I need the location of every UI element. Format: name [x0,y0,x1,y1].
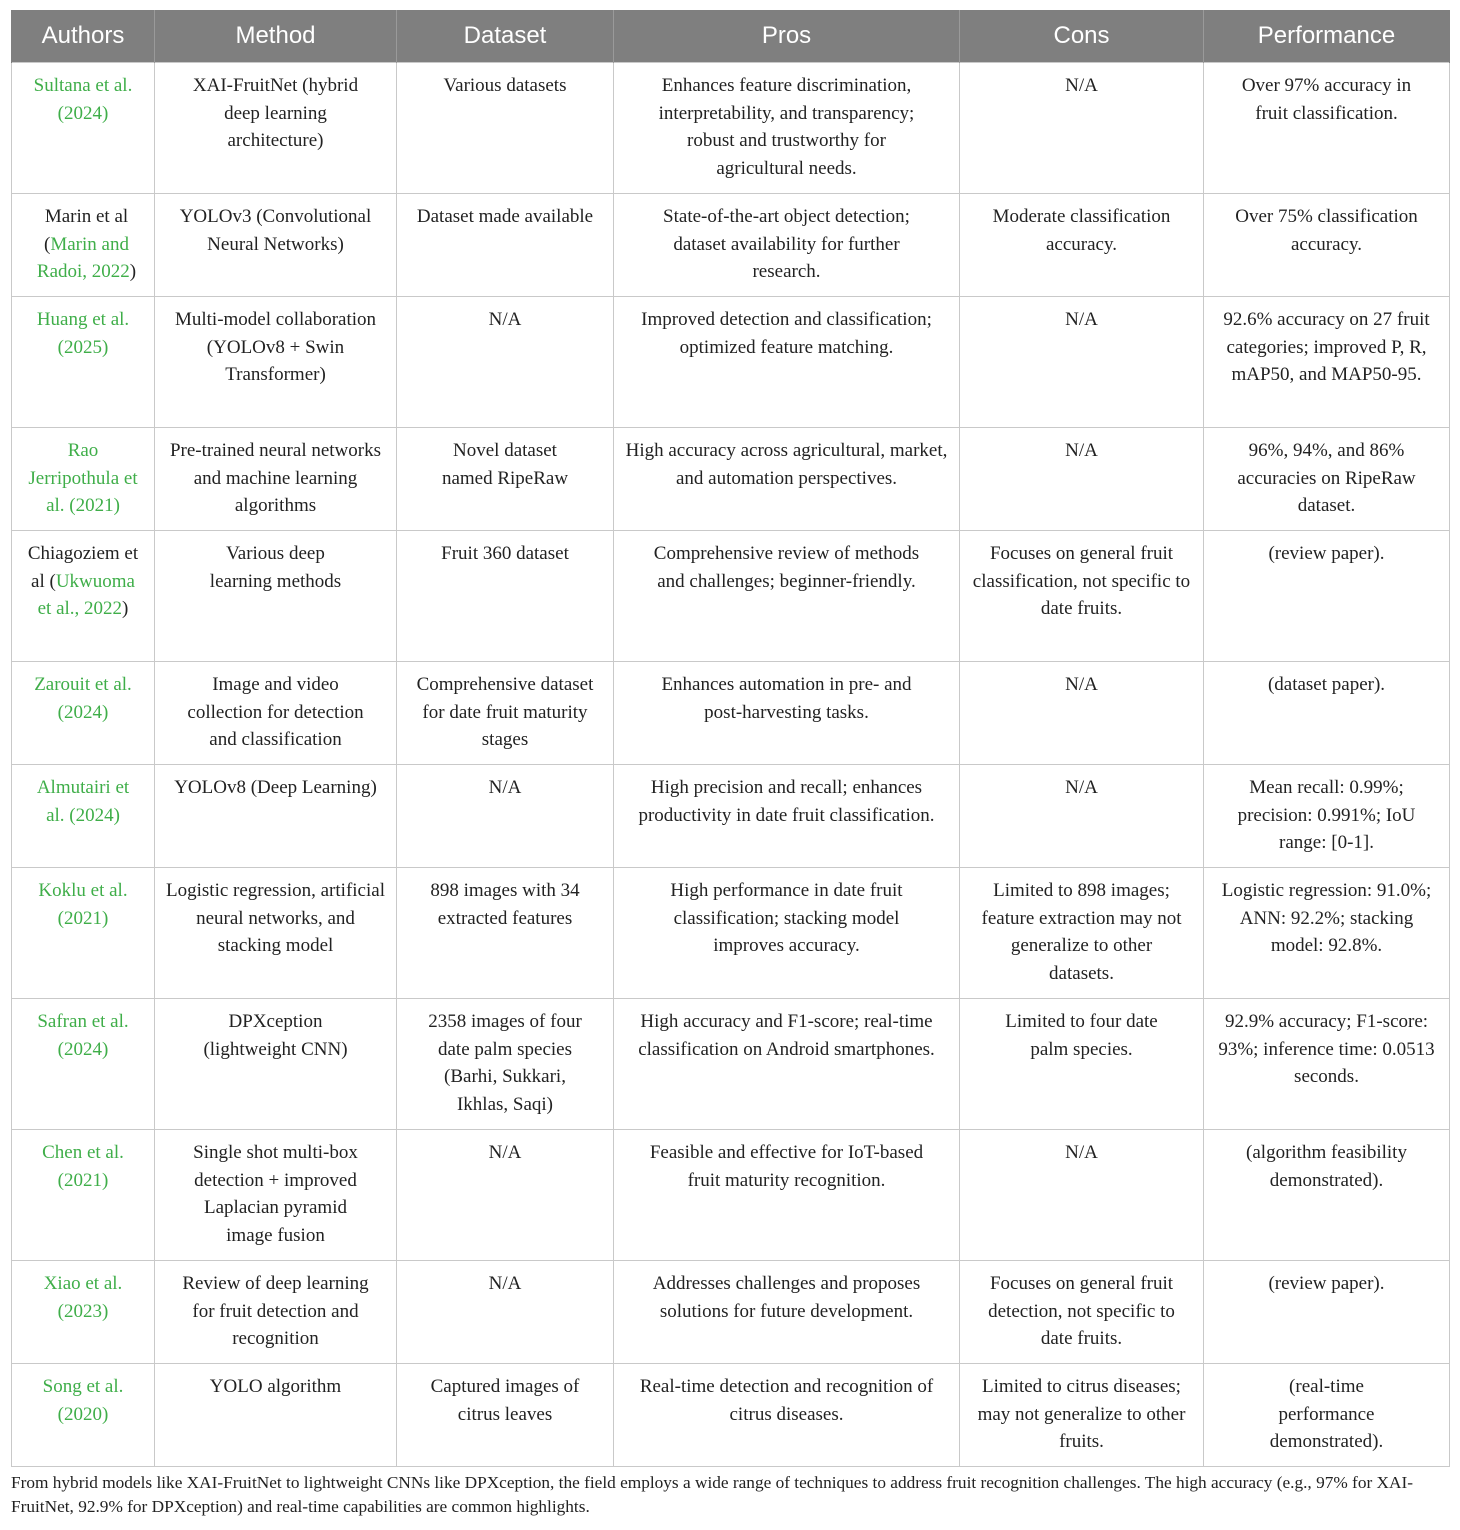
table-row [12,531,1450,662]
table-row [12,662,1450,765]
author-suffix: ) [129,261,137,282]
author-citation-link[interactable]: Marin and Radoi, 2022 [36,233,130,282]
performance-cell: (algorithm feasibility demonstrated). [1204,1130,1450,1261]
method-cell: Single shot multi-box detection + improved Laplacian pyramid image fusion [155,1130,397,1261]
table-row [12,1261,1450,1364]
pros-cell: High precision and recall; enhances productivity in date fruit classification. [614,765,960,868]
comparison-table-container [11,10,1449,1467]
author-citation-link[interactable]: Chen et al. (2021) [42,1142,124,1191]
header-pros: Pros [614,10,960,63]
header-authors: Authors [12,10,155,63]
authors-cell [12,868,155,999]
cons-cell: Limited to 898 images; feature extraction may not generalize to other datasets. [960,868,1204,999]
pros-cell: High performance in date fruit classification; stacking model improves accuracy. [614,868,960,999]
cons-cell: Limited to citrus diseases; may not generalize to other fruits. [960,1364,1204,1467]
method-cell: Logistic regression, artificial neural networks, and stacking model [155,868,397,999]
performance-cell: Mean recall: 0.99%; precision: 0.991%; IoU range: [0-1]. [1204,765,1450,868]
dataset-cell: Various datasets [397,63,614,194]
authors-cell [12,428,155,531]
authors-cell [12,1261,155,1364]
author-citation-link[interactable]: Song et al. (2020) [42,1376,124,1425]
header-dataset: Dataset [397,10,614,63]
authors-cell [12,194,155,297]
pros-cell: High accuracy and F1-score; real-time classification on Android smartphones. [614,999,960,1130]
header-method: Method [155,10,397,63]
table-row [12,868,1450,999]
method-cell: DPXception (lightweight CNN) [155,999,397,1130]
method-cell: YOLOv3 (Convolutional Neural Networks) [155,194,397,297]
author-citation-link[interactable]: Almutairi et al. (2024) [36,777,130,826]
author-citation-link[interactable]: Zarouit et al. (2024) [34,674,132,723]
table-row [12,999,1450,1130]
pros-cell: Real-time detection and recognition of citrus diseases. [614,1364,960,1467]
table-row [12,1130,1450,1261]
pros-cell: State-of-the-art object detection; dataset availability for further research. [614,194,960,297]
cons-cell: N/A [960,1130,1204,1261]
method-cell: Pre-trained neural networks and machine learning algorithms [155,428,397,531]
table-row [12,1364,1450,1467]
dataset-cell: Dataset made available [397,194,614,297]
dataset-cell: N/A [397,297,614,428]
performance-cell: Logistic regression: 91.0%; ANN: 92.2%; stacking model: 92.8%. [1204,868,1450,999]
pros-cell: Improved detection and classification; optimized feature matching. [614,297,960,428]
dataset-cell: Fruit 360 dataset [397,531,614,662]
authors-cell [12,297,155,428]
cons-cell: N/A [960,428,1204,531]
authors-cell [12,662,155,765]
dataset-cell: Captured images of citrus leaves [397,1364,614,1467]
performance-cell: (real-time performance demonstrated). [1204,1364,1450,1467]
table-row [12,297,1450,428]
performance-cell: Over 97% accuracy in fruit classification. [1204,63,1450,194]
pros-cell: High accuracy across agricultural, market, and automation perspectives. [614,428,960,531]
pros-cell: Addresses challenges and proposes solutions for future development. [614,1261,960,1364]
author-suffix: ) [122,598,129,619]
author-citation-link[interactable]: Koklu et al. (2021) [38,880,128,929]
dataset-cell: Novel dataset named RipeRaw [397,428,614,531]
dataset-cell: 898 images with 34 extracted features [397,868,614,999]
table-row [12,63,1450,194]
method-cell: Review of deep learning for fruit detection and recognition [155,1261,397,1364]
method-cell: YOLOv8 (Deep Learning) [155,765,397,868]
method-cell: XAI-FruitNet (hybrid deep learning architecture) [155,63,397,194]
author-citation-link[interactable]: Ukwuoma et al., 2022 [37,570,135,619]
performance-cell: 96%, 94%, and 86% accuracies on RipeRaw dataset. [1204,428,1450,531]
performance-cell: (review paper). [1204,531,1450,662]
dataset-cell: N/A [397,1130,614,1261]
method-cell: Various deep learning methods [155,531,397,662]
authors-cell [12,531,155,662]
cons-cell: Focuses on general fruit classification, not specific to date fruits. [960,531,1204,662]
dataset-cell: N/A [397,1261,614,1364]
header-cons: Cons [960,10,1204,63]
performance-cell: 92.9% accuracy; F1-score: 93%; inference time: 0.0513 seconds. [1204,999,1450,1130]
author-citation-link[interactable]: Safran et al. (2024) [37,1011,129,1060]
cons-cell: Focuses on general fruit detection, not specific to date fruits. [960,1261,1204,1364]
dataset-cell: 2358 images of four date palm species (Barhi, Sukkari, Ikhlas, Saqi) [397,999,614,1130]
table-footnote: From hybrid models like XAI-FruitNet to lightweight CNNs like DPXception, the field employs a wide range of techniques to address fruit recognition challenges. The high accuracy (e.g., 97% for XAI-FruitNet, 92.9% for DPXception) and real-time capabilities are common highlights. [11,1473,1414,1516]
author-citation-link[interactable]: Xiao et al. (2023) [43,1273,123,1322]
author-citation-link[interactable]: Rao Jerripothula et al. (2021) [28,440,138,516]
table-row [12,194,1450,297]
cons-cell: N/A [960,63,1204,194]
author-prefix: Chiagoziem et al ( [27,543,139,592]
performance-cell: Over 75% classification accuracy. [1204,194,1450,297]
authors-cell [12,1130,155,1261]
authors-cell [12,999,155,1130]
header-performance: Performance [1204,10,1450,63]
table-row [12,428,1450,531]
method-cell: YOLO algorithm [155,1364,397,1467]
performance-cell: 92.6% accuracy on 27 fruit categories; improved P, R, mAP50, and MAP50-95. [1204,297,1450,428]
method-cell: Multi-model collaboration (YOLOv8 + Swin Transformer) [155,297,397,428]
comparison-table [11,10,1450,1467]
dataset-cell: Comprehensive dataset for date fruit maturity stages [397,662,614,765]
cons-cell: N/A [960,297,1204,428]
dataset-cell: N/A [397,765,614,868]
cons-cell: N/A [960,662,1204,765]
pros-cell: Comprehensive review of methods and challenges; beginner-friendly. [614,531,960,662]
performance-cell: (dataset paper). [1204,662,1450,765]
pros-cell: Feasible and effective for IoT-based fruit maturity recognition. [614,1130,960,1261]
performance-cell: (review paper). [1204,1261,1450,1364]
cons-cell: N/A [960,765,1204,868]
authors-cell [12,63,155,194]
cons-cell: Moderate classification accuracy. [960,194,1204,297]
table-row [12,765,1450,868]
author-citation-link[interactable]: Huang et al. (2025) [36,309,130,358]
pros-cell: Enhances automation in pre- and post-harvesting tasks. [614,662,960,765]
authors-cell [12,1364,155,1467]
authors-cell [12,765,155,868]
author-citation-link[interactable]: Sultana et al. (2024) [33,75,133,124]
author-prefix: Marin et al ( [44,206,129,255]
header-row [12,10,1450,63]
cons-cell: Limited to four date palm species. [960,999,1204,1130]
pros-cell: Enhances feature discrimination, interpretability, and transparency; robust and trustworthy for agricultural needs. [614,63,960,194]
method-cell: Image and video collection for detection and classification [155,662,397,765]
